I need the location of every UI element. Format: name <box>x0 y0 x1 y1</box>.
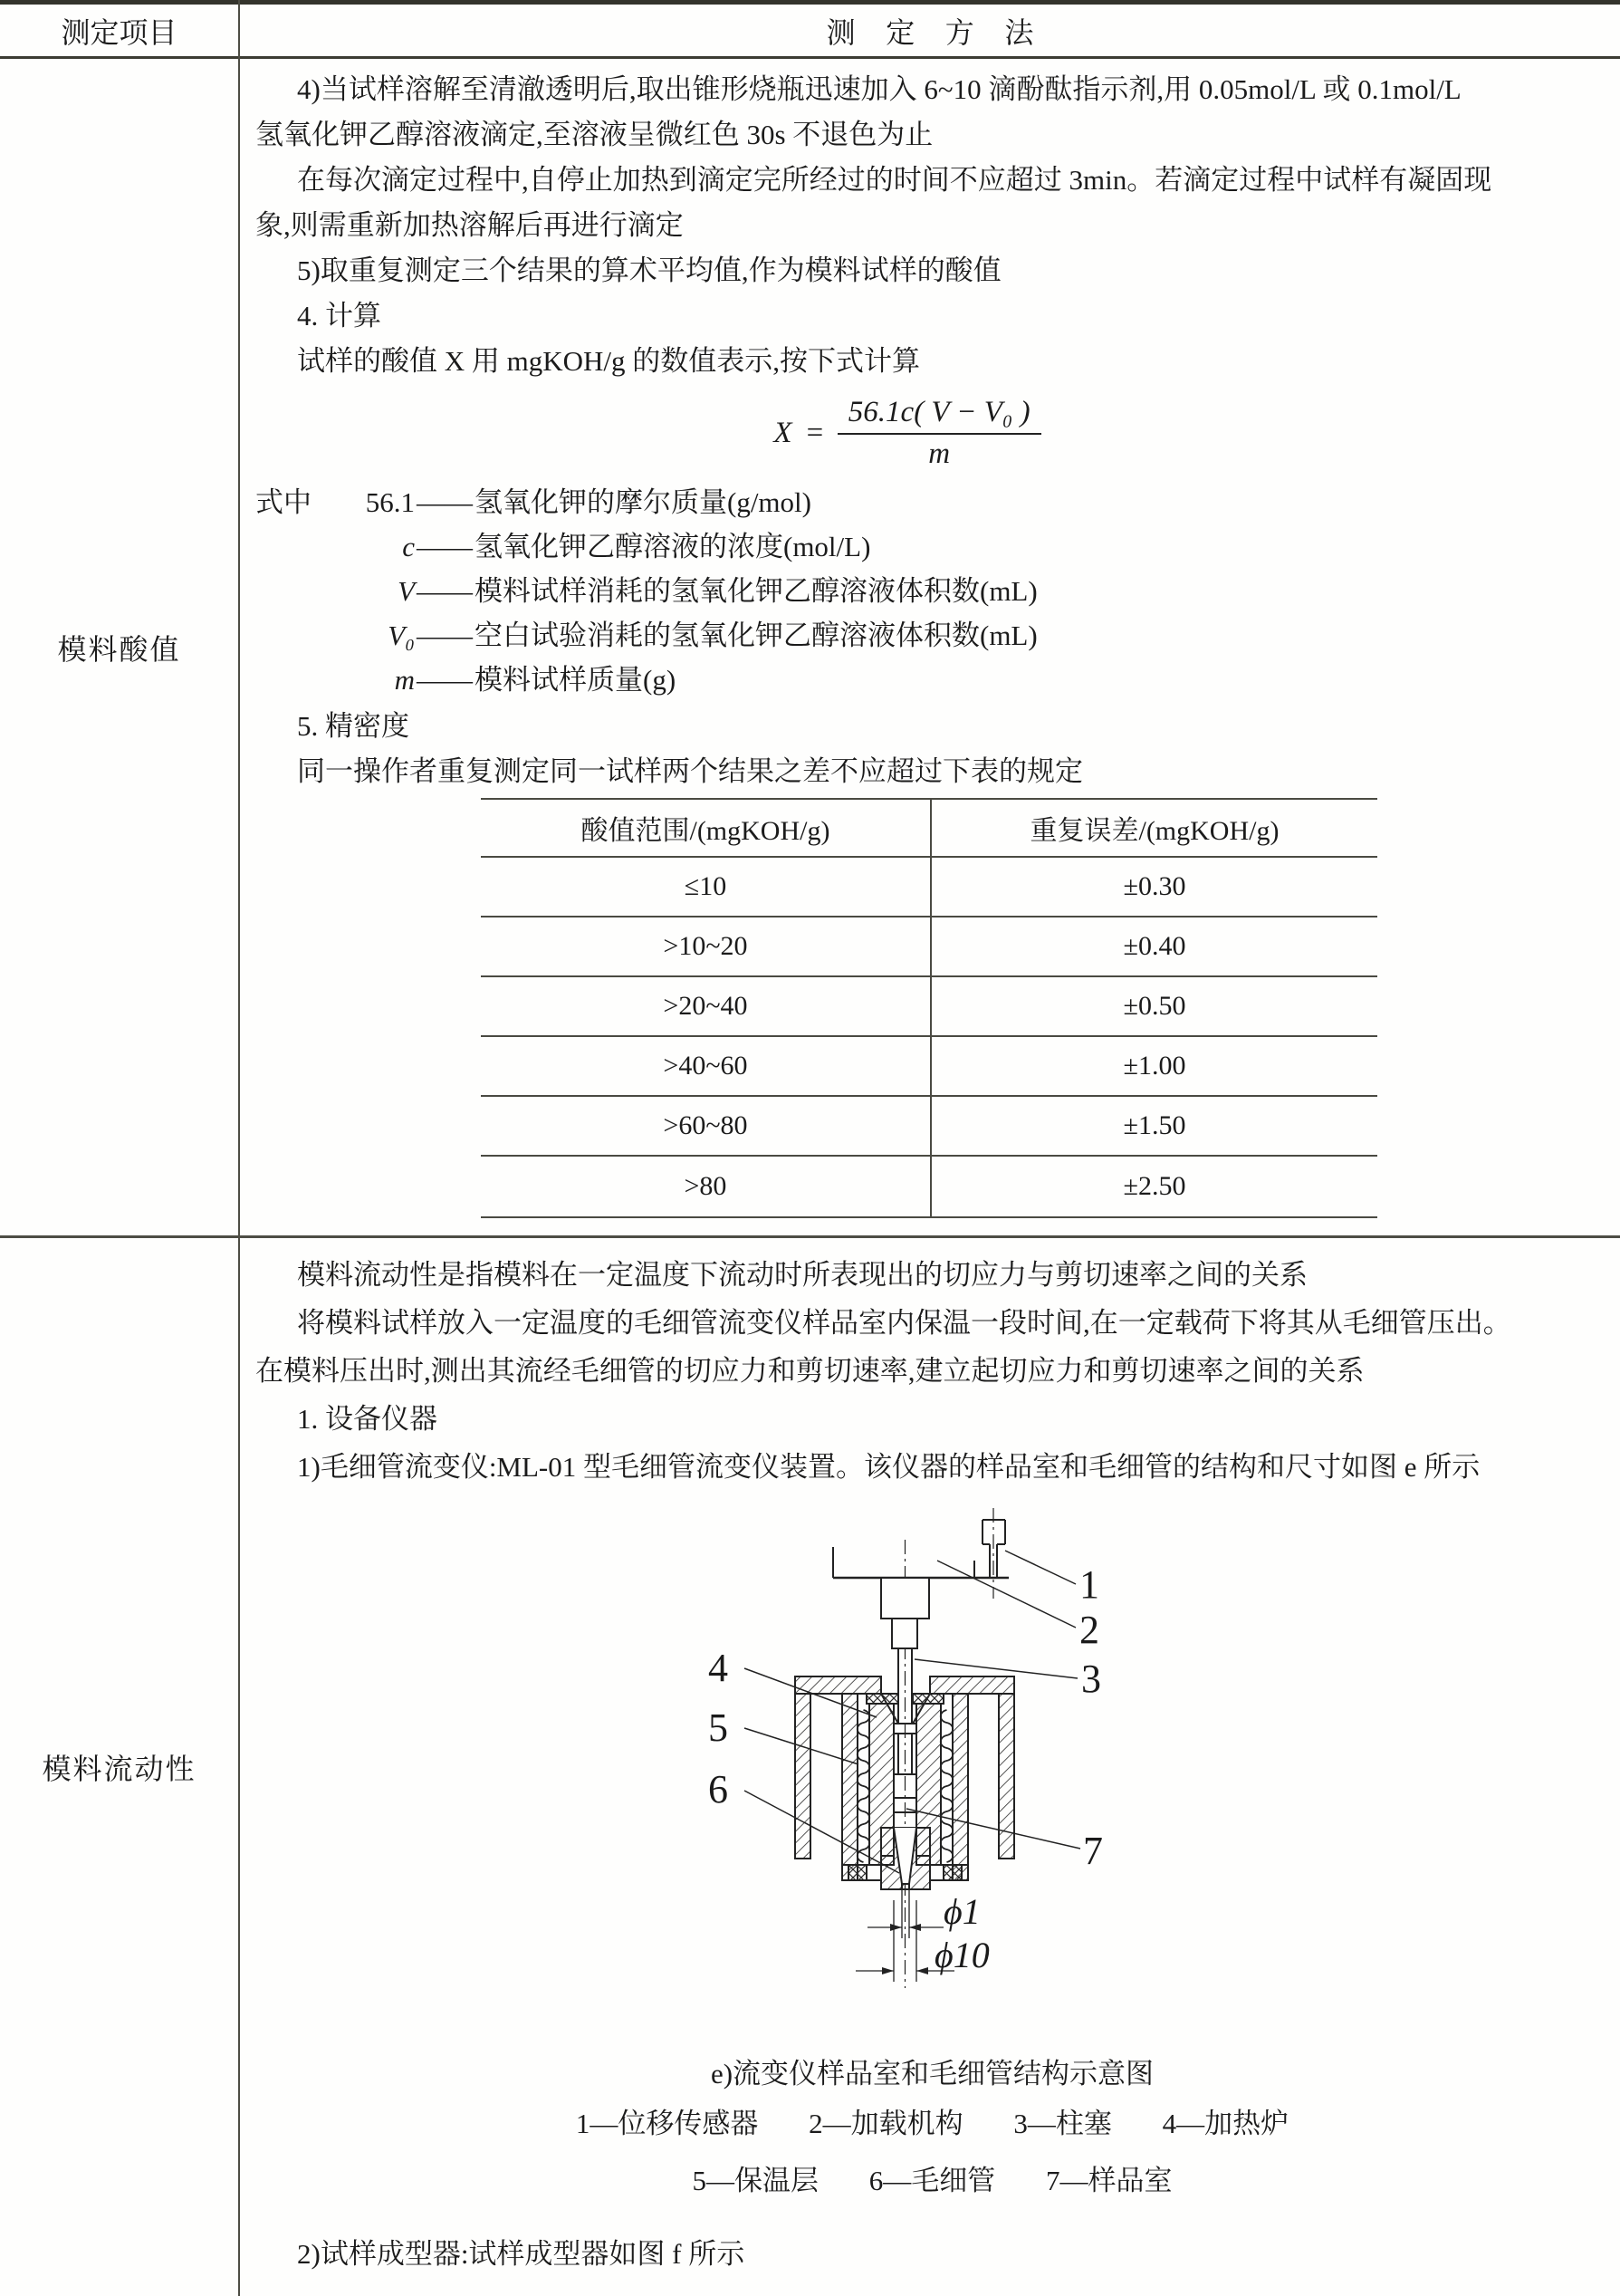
callout-6: 6 <box>708 1767 728 1811</box>
legend-number: 7 <box>1046 2165 1060 2196</box>
term-symbol: m <box>394 664 415 696</box>
figure-legend-row2 <box>255 2158 1609 2204</box>
legend-label: 样品室 <box>1088 2165 1173 2196</box>
sample-segments <box>894 1724 916 1828</box>
row-label-acid-value: 模料酸值 <box>57 632 181 666</box>
specimen-former-paragraph <box>255 2230 1609 2278</box>
term-dash: —— <box>417 620 473 651</box>
plunger-holder <box>881 1578 929 1648</box>
term-description: 模料试样消耗的氢氧化钾乙醇溶液体积数(mL) <box>474 575 1038 607</box>
legend-label: 加载机构 <box>850 2108 963 2139</box>
term-dash: —— <box>417 486 473 518</box>
acid-value-formula <box>255 389 1559 476</box>
table-row <box>481 1157 1377 1216</box>
legend-item <box>576 2101 759 2147</box>
text-line: 模料流动性是指模料在一定温度下流动时所表现出的切应力与剪切速率之间的关系 <box>297 1259 1308 1291</box>
text-line: 氢氧化钾乙醇溶液滴定,至溶液呈微红色 30s 不退色为止 <box>255 119 934 150</box>
legend-dash: — <box>883 2165 912 2196</box>
formula-term-list <box>255 480 1609 702</box>
row-divider <box>0 1235 1620 1238</box>
callout-1: 1 <box>1079 1562 1099 1607</box>
text-line: 1. 设备仪器 <box>297 1403 437 1435</box>
callout-4: 4 <box>708 1646 728 1690</box>
formula-term <box>255 524 1609 569</box>
legend-item <box>1046 2158 1173 2204</box>
legend-label: 保温层 <box>734 2165 819 2196</box>
text-line: 5. 精密度 <box>297 710 409 742</box>
range-cell: ≤10 <box>481 858 932 916</box>
legend-label: 位移传感器 <box>618 2108 759 2139</box>
range-cell: >10~20 <box>481 917 932 975</box>
table-row <box>481 1097 1377 1157</box>
precision-table-body <box>481 858 1377 1216</box>
row-label-flowability: 模料流动性 <box>42 1753 197 1785</box>
dim-phi10-label: ϕ10 <box>935 1935 990 1975</box>
legend-label: 柱塞 <box>1055 2108 1112 2139</box>
range-cell: >80 <box>481 1157 932 1216</box>
term-lead: 式中 <box>255 486 312 518</box>
term-symbol: V₀ <box>388 620 415 651</box>
text-line: 1)毛细管流变仪:ML-01 型毛细管流变仪装置。该仪器的样品室和毛细管的结构和尺寸如图 e 所示 <box>297 1451 1481 1483</box>
text-line: 象,则需重新加热溶解后再进行滴定 <box>255 209 684 241</box>
formula-term <box>255 613 1609 658</box>
text-line: 在每次滴定过程中,自停止加热到滴定完所经过的时间不应超过 3min。若滴定过程中试样有凝固现 <box>297 164 1492 196</box>
legend-dash: — <box>822 2108 851 2139</box>
precision-table-header-row <box>481 800 1377 858</box>
formula-term <box>255 658 1609 702</box>
legend-number: 1 <box>575 2108 590 2139</box>
text-line: 4. 计算 <box>297 300 381 331</box>
formula-equals: = <box>804 416 825 449</box>
formula-denominator: m <box>928 437 951 470</box>
legend-dash: — <box>706 2165 734 2196</box>
error-cell: ±1.50 <box>1123 1110 1186 1140</box>
legend-dash: — <box>590 2108 618 2139</box>
table-row <box>481 977 1377 1037</box>
legend-dash: — <box>1027 2108 1056 2139</box>
callout-3: 3 <box>1081 1657 1101 1701</box>
legend-number: 3 <box>1013 2108 1028 2139</box>
rheometer-diagram <box>625 1494 1222 2065</box>
legend-number: 4 <box>1162 2108 1177 2139</box>
precision-paragraphs <box>255 704 1609 794</box>
term-lead <box>255 658 350 702</box>
dim-phi1-label: ϕ1 <box>944 1891 981 1932</box>
table-row <box>481 1037 1377 1097</box>
formula-fraction <box>838 396 1041 471</box>
text-line: 将模料试样放入一定温度的毛细管流变仪样品室内保温一段时间,在一定载荷下将其从毛细管压出。 <box>297 1307 1511 1339</box>
legend-item <box>1163 2101 1289 2147</box>
capillary-die <box>881 1828 930 1889</box>
legend-number: 2 <box>809 2108 823 2139</box>
term-dash: —— <box>417 575 473 607</box>
legend-label: 加热炉 <box>1204 2108 1289 2139</box>
formula-term <box>255 480 1609 524</box>
formula-term <box>255 569 1609 613</box>
plunger-rod <box>898 1648 912 1724</box>
header-divider <box>0 56 1620 59</box>
legend-dash: — <box>1059 2165 1088 2196</box>
legend-item <box>869 2158 996 2204</box>
flowability-paragraphs <box>255 1251 1609 1491</box>
term-dash: —— <box>417 664 473 696</box>
callout-2: 2 <box>1079 1608 1099 1652</box>
term-symbol: c <box>402 531 415 562</box>
error-cell: ±0.50 <box>1123 991 1186 1021</box>
formula-numerator: 56.1c( V − V₀ ) <box>848 395 1030 428</box>
legend-item <box>693 2158 820 2204</box>
term-symbol: V <box>398 575 415 607</box>
term-description: 氢氧化钾乙醇溶液的浓度(mol/L) <box>474 531 871 562</box>
legend-dash: — <box>1176 2108 1205 2139</box>
column-divider <box>238 0 240 2296</box>
callout-5: 5 <box>708 1705 728 1750</box>
range-cell: >40~60 <box>481 1037 932 1095</box>
term-lead <box>255 613 350 658</box>
error-cell: ±0.40 <box>1123 931 1186 961</box>
legend-number: 5 <box>692 2165 706 2196</box>
table-row <box>481 858 1377 917</box>
legend-item <box>1013 2101 1112 2147</box>
precision-table-header-error: 重复误差/(mgKOH/g) <box>1030 816 1280 846</box>
header-item-column: 测定项目 <box>61 15 177 49</box>
formula-lhs: X <box>773 416 792 449</box>
header-method-column: 测定方法 <box>826 15 1064 49</box>
text-line: 2)试样成型器:试样成型器如图 f 所示 <box>297 2238 745 2270</box>
text-line: 试样的酸值 X 用 mgKOH/g 的数值表示,按下式计算 <box>297 345 921 377</box>
text-line: 在模料压出时,测出其流经毛细管的切应力和剪切速率,建立起切应力和剪切速率之间的关系 <box>255 1355 1365 1387</box>
term-description: 模料试样质量(g) <box>474 664 676 696</box>
term-lead <box>255 524 350 569</box>
figure-legend-row1 <box>255 2101 1609 2147</box>
acid-value-paragraphs <box>255 67 1609 384</box>
error-cell: ±0.30 <box>1123 871 1186 901</box>
range-cell: >60~80 <box>481 1097 932 1155</box>
load-crossbar <box>833 1547 1009 1578</box>
term-symbol: 56.1 <box>365 486 415 518</box>
term-dash: —— <box>417 531 473 562</box>
legend-label: 毛细管 <box>911 2165 996 2196</box>
legend-item <box>809 2101 963 2147</box>
figure-caption: e)流变仪样品室和毛细管结构示意图 <box>710 2058 1155 2089</box>
text-line: 同一操作者重复测定同一试样两个结果之差不应超过下表的规定 <box>297 755 1083 787</box>
callout-7: 7 <box>1083 1829 1103 1873</box>
table-row <box>481 917 1377 977</box>
term-description: 氢氧化钾的摩尔质量(g/mol) <box>474 486 811 518</box>
text-line: 5)取重复测定三个结果的算术平均值,作为模料试样的酸值 <box>297 255 1002 286</box>
legend-number: 6 <box>868 2165 884 2196</box>
range-cell: >20~40 <box>481 977 932 1035</box>
error-cell: ±1.00 <box>1123 1051 1186 1081</box>
precision-table <box>481 798 1377 1218</box>
precision-table-header-range: 酸值范围/(mgKOH/g) <box>481 800 932 856</box>
error-cell: ±2.50 <box>1123 1171 1186 1201</box>
term-lead <box>255 569 350 613</box>
term-description: 空白试验消耗的氢氧化钾乙醇溶液体积数(mL) <box>474 620 1038 651</box>
text-line: 4)当试样溶解至清澈透明后,取出锥形烧瓶迅速加入 6~10 滴酚酞指示剂,用 0.05mol/L 或 0.1mol/L <box>297 73 1462 105</box>
